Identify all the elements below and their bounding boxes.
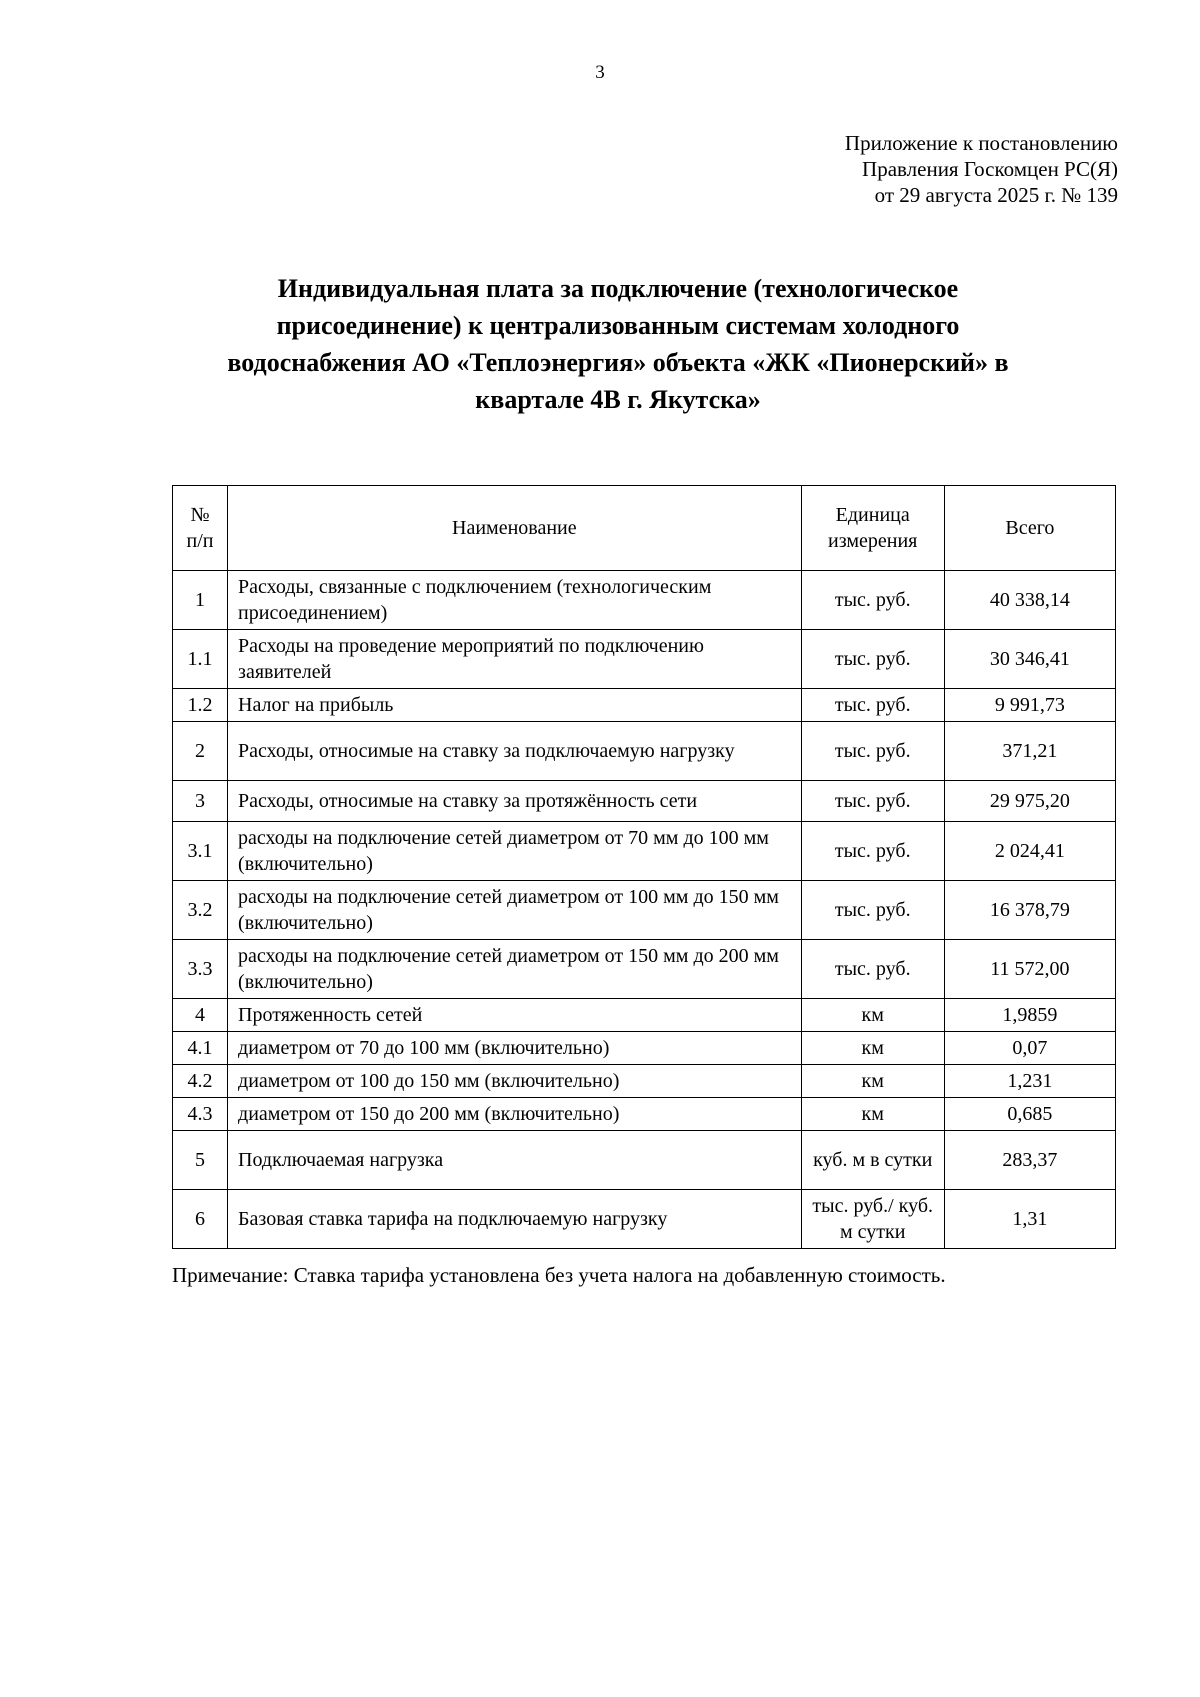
row-total: 2 024,41 [944, 822, 1115, 881]
row-unit: тыс. руб. [801, 630, 944, 689]
row-unit: куб. м в сутки [801, 1131, 944, 1190]
row-total: 283,37 [944, 1131, 1115, 1190]
row-num: 3.3 [173, 940, 228, 999]
table-row [173, 1032, 1116, 1065]
row-name: Расходы, относимые на ставку за подключаемую нагрузку [228, 722, 802, 781]
row-name: диаметром от 150 до 200 мм (включительно) [228, 1098, 802, 1131]
row-total: 1,31 [944, 1190, 1115, 1249]
table-row [173, 822, 1116, 881]
table-row [173, 571, 1116, 630]
table-row [173, 1065, 1116, 1098]
tariff-table [172, 485, 1116, 1249]
table-row [173, 881, 1116, 940]
table-row [173, 1098, 1116, 1131]
row-total: 0,685 [944, 1098, 1115, 1131]
row-unit: тыс. руб. [801, 781, 944, 822]
row-num: 1.1 [173, 630, 228, 689]
row-num: 5 [173, 1131, 228, 1190]
table-row [173, 1131, 1116, 1190]
row-total: 1,9859 [944, 999, 1115, 1032]
row-unit: тыс. руб. [801, 940, 944, 999]
row-name: расходы на подключение сетей диаметром от 70 мм до 100 мм (включительно) [228, 822, 802, 881]
row-name: расходы на подключение сетей диаметром от 100 мм до 150 мм (включительно) [228, 881, 802, 940]
table-header-row [173, 486, 1116, 571]
row-name: Расходы, относимые на ставку за протяжённость сети [228, 781, 802, 822]
row-unit: тыс. руб. [801, 689, 944, 722]
row-total: 9 991,73 [944, 689, 1115, 722]
row-name: Расходы на проведение мероприятий по подключению заявителей [228, 630, 802, 689]
row-name: диаметром от 70 до 100 мм (включительно) [228, 1032, 802, 1065]
appendix-line-2: Правления Госкомцен РС(Я) [862, 157, 1118, 181]
row-total: 30 346,41 [944, 630, 1115, 689]
appendix-line-3: от 29 августа 2025 г. № 139 [874, 183, 1118, 207]
footnote: Примечание: Ставка тарифа установлена без учета налога на добавленную стоимость. [172, 1263, 946, 1287]
row-name: Протяженность сетей [228, 999, 802, 1032]
table-row [173, 630, 1116, 689]
header-unit: Единица измерения [801, 486, 944, 571]
row-num: 4 [173, 999, 228, 1032]
row-unit: км [801, 1098, 944, 1131]
row-total: 371,21 [944, 722, 1115, 781]
appendix-reference [845, 130, 1118, 208]
row-unit: км [801, 999, 944, 1032]
row-name: Подключаемая нагрузка [228, 1131, 802, 1190]
row-unit: тыс. руб./ куб. м сутки [801, 1190, 944, 1249]
row-unit: тыс. руб. [801, 881, 944, 940]
row-unit: км [801, 1065, 944, 1098]
row-num: 4.3 [173, 1098, 228, 1131]
row-total: 1,231 [944, 1065, 1115, 1098]
table-row [173, 722, 1116, 781]
row-unit: км [801, 1032, 944, 1065]
row-name: Налог на прибыль [228, 689, 802, 722]
row-num: 4.2 [173, 1065, 228, 1098]
row-total: 29 975,20 [944, 781, 1115, 822]
document-title: Индивидуальная плата за подключение (технологическое присоединение) к централизованным системам холодного водоснабжения АО «Теплоэнергия» объекта «ЖК «Пионерский» в квартале 4В г. Якутска» [227, 274, 1009, 414]
row-num: 3.1 [173, 822, 228, 881]
row-name: Базовая ставка тарифа на подключаемую нагрузку [228, 1190, 802, 1249]
header-total: Всего [944, 486, 1115, 571]
row-num: 4.1 [173, 1032, 228, 1065]
row-total: 16 378,79 [944, 881, 1115, 940]
table-row [173, 940, 1116, 999]
row-total: 40 338,14 [944, 571, 1115, 630]
table-row [173, 999, 1116, 1032]
row-num: 6 [173, 1190, 228, 1249]
row-num: 2 [173, 722, 228, 781]
row-unit: тыс. руб. [801, 722, 944, 781]
table-row [173, 781, 1116, 822]
appendix-line-1: Приложение к постановлению [844, 131, 1118, 155]
page-number: 3 [595, 62, 605, 83]
row-total: 0,07 [944, 1032, 1115, 1065]
row-name: диаметром от 100 до 150 мм (включительно) [228, 1065, 802, 1098]
row-unit: тыс. руб. [801, 822, 944, 881]
row-num: 1.2 [173, 689, 228, 722]
row-num: 1 [173, 571, 228, 630]
row-num: 3 [173, 781, 228, 822]
row-num: 3.2 [173, 881, 228, 940]
row-total: 11 572,00 [944, 940, 1115, 999]
row-name: расходы на подключение сетей диаметром от 150 мм до 200 мм (включительно) [228, 940, 802, 999]
row-name: Расходы, связанные с подключением (технологическим присоединением) [228, 571, 802, 630]
row-unit: тыс. руб. [801, 571, 944, 630]
table-row [173, 689, 1116, 722]
header-name: Наименование [228, 486, 802, 571]
header-num: № п/п [173, 486, 228, 571]
table-row [173, 1190, 1116, 1249]
